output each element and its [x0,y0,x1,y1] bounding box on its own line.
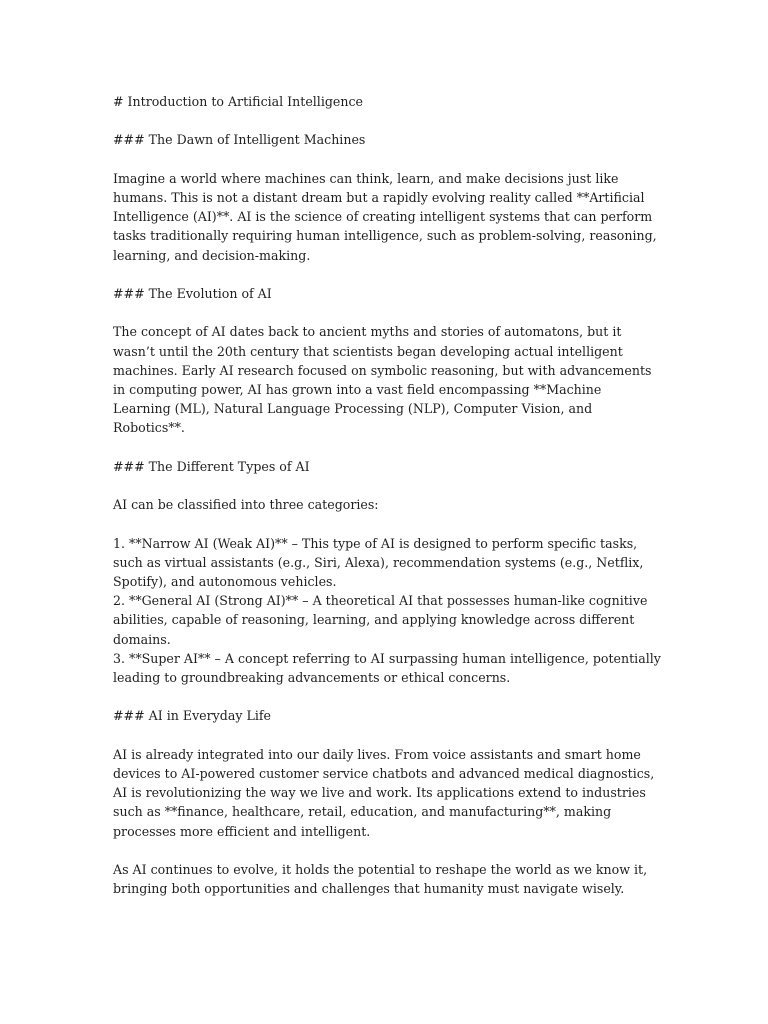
list-item-super-ai: 3. **Super AI** – A concept referring to AI surpassing human intelligence, potentially leading to groundbreaking advancements or ethical concerns. [113,650,661,685]
section-heading-dawn: ### The Dawn of Intelligent Machines [113,132,366,148]
section-heading-evolution: ### The Evolution of AI [113,285,272,301]
paragraph-types-intro: AI can be classified into three categories: [113,497,379,513]
paragraph-everyday: AI is already integrated into our daily lives. From voice assistants and smart home devices to AI-powered customer service chatbots and advanced medical diagnostics, AI is revolutionizing the way we live and work. Its applications extend to industries such as **finance, healthcare, retail, education, and manufacturing**, making processes more efficient and intelligent. [113,746,655,839]
list-item-general-ai: 2. **General AI (Strong AI)** – A theoretical AI that possesses human-like cognitive abilities, capable of reasoning, learning, and applying knowledge across different domains. [113,593,648,647]
document-title: # Introduction to Artificial Intelligence [113,94,363,109]
document-page [113,92,661,918]
paragraph-evolution: The concept of AI dates back to ancient myths and stories of automatons, but it wasn’t until the 20th century that scientists began developing actual intelligent machines. Early AI research focused on symbolic reasoning, but with advancements in computing power, AI has grown into a vast field encompassing **Machine Learning (ML), Natural Language Processing (NLP), Computer Vision, and Robotics**. [113,324,652,436]
section-heading-types: ### The Different Types of AI [113,458,310,474]
paragraph-closing: As AI continues to evolve, it holds the potential to reshape the world as we know it, bringing both opportunities and challenges that humanity must navigate wisely. [113,861,648,897]
paragraph-dawn: Imagine a world where machines can think, learn, and make decisions just like humans. This is not a distant dream but a rapidly evolving reality called **Artificial Intelligence (AI)**. AI is the science of creating intelligent systems that can perform tasks traditionally requiring human intelligence, such as problem-solving, reasoning, learning, and decision-making. [113,170,657,263]
section-heading-everyday: ### AI in Everyday Life [113,708,271,724]
list-item-narrow-ai: 1. **Narrow AI (Weak AI)** – This type of AI is designed to perform specific tasks, such as virtual assistants (e.g., Siri, Alexa), recommendation systems (e.g., Netflix, Spotify), and autonomous vehicles. [113,535,644,589]
types-list [113,534,661,688]
